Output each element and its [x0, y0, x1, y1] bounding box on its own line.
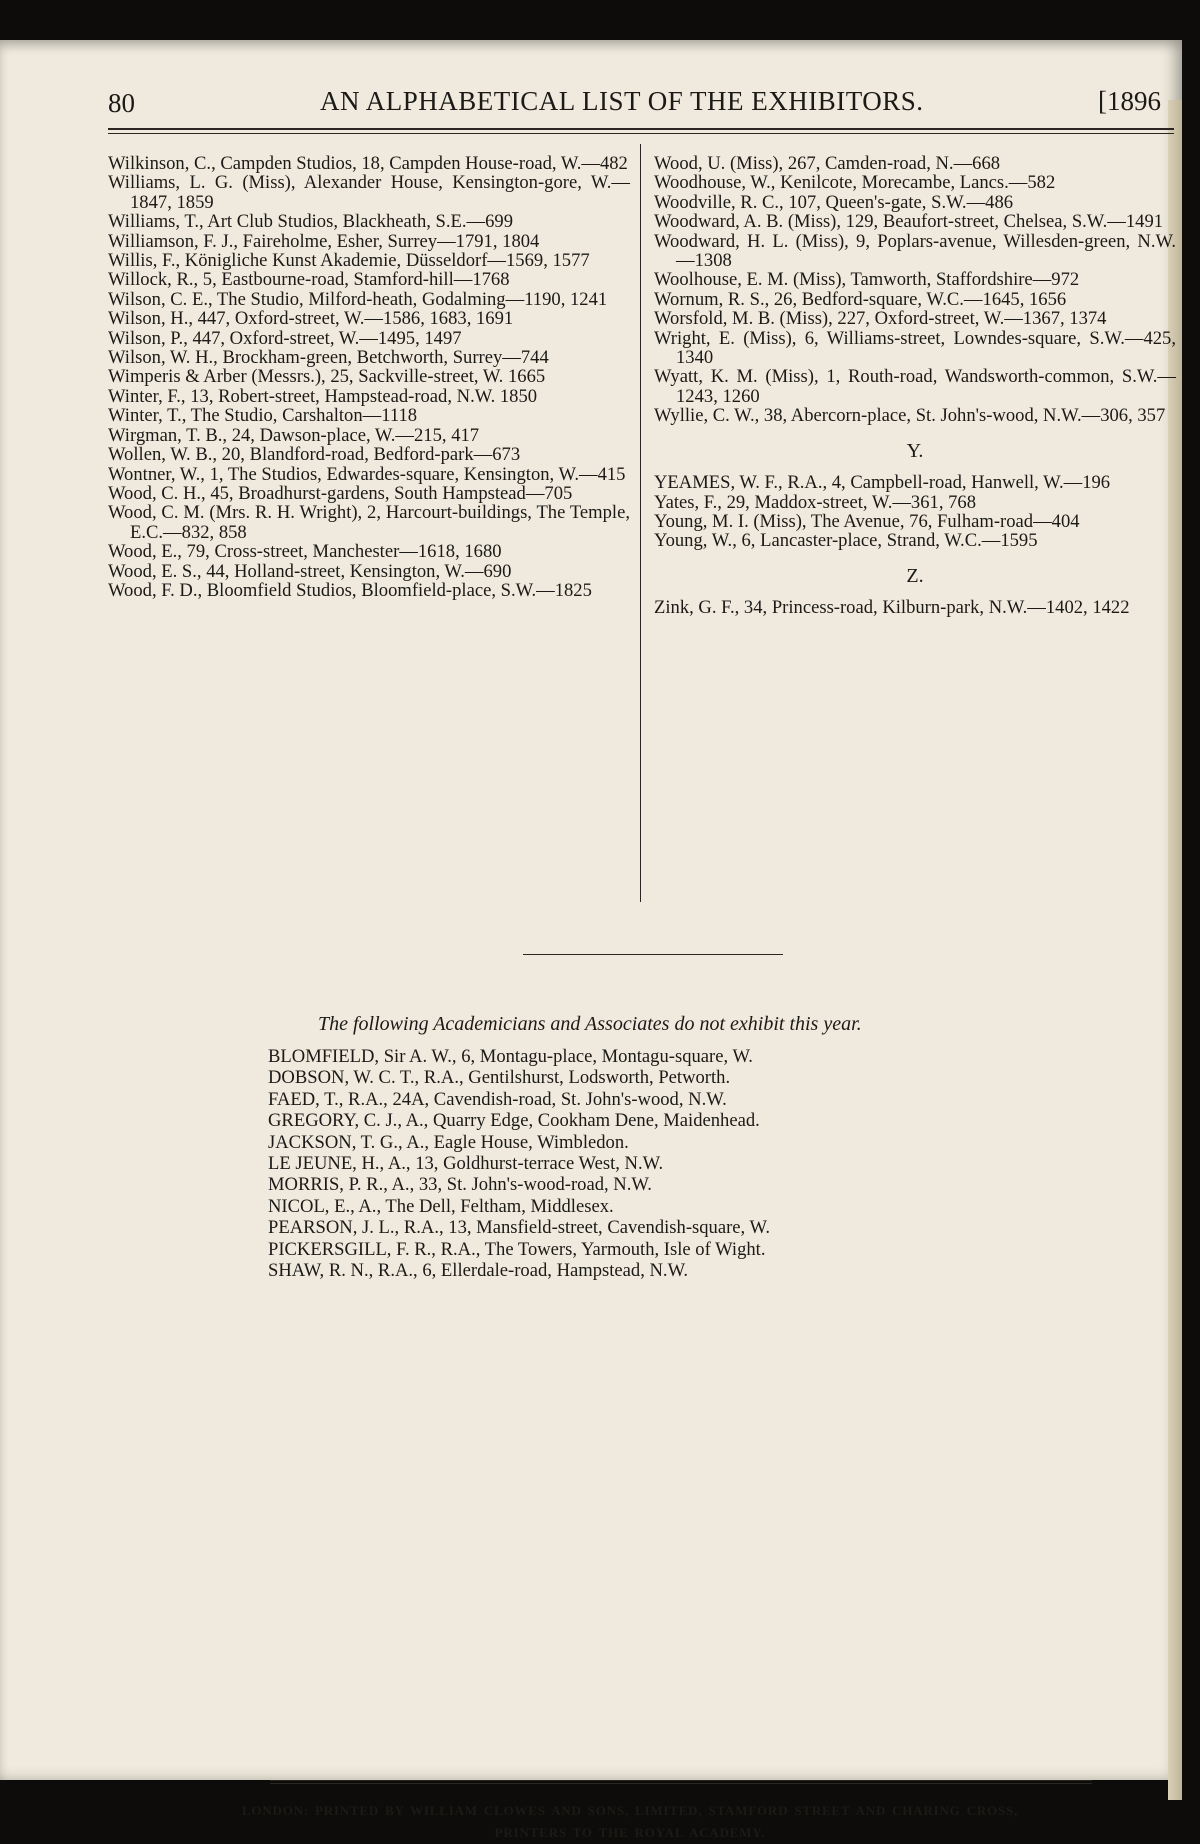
list-item: Wright, E. (Miss), 6, Williams-street, Lowndes-square, S.W.—425, 1340 — [654, 327, 1176, 369]
list-item: Wimperis & Arber (Messrs.), 25, Sackville-street, W. 1665 — [108, 366, 546, 388]
z-entries — [654, 598, 1176, 617]
list-item: Young, M. I. (Miss), The Avenue, 76, Fulham-road—404 — [654, 510, 1080, 532]
list-item: Worsfold, M. B. (Miss), 227, Oxford-street, W.—1367, 1374 — [654, 308, 1107, 330]
academician-entry: BLOMFIELD, Sir A. W., 6, Montagu-place, Montagu-square, W. — [268, 1046, 753, 1067]
list-item: Wilson, H., 447, Oxford-street, W.—1586, 1683, 1691 — [108, 308, 514, 330]
academician-entry: PICKERSGILL, F. R., R.A., The Towers, Yarmouth, Isle of Wight. — [268, 1238, 766, 1260]
section-rule — [523, 954, 783, 955]
list-item: Williamson, F. J., Faireholme, Esher, Surrey—1791, 1804 — [108, 230, 540, 252]
page-number: 80 — [108, 88, 135, 118]
academician-entry: PEARSON, J. L., R.A., 13, Mansfield-street, Cavendish-square, W. — [268, 1217, 770, 1239]
list-item: Wood, C. H., 45, Broadhurst-gardens, South Hampstead—705 — [108, 482, 573, 504]
section-heading-y: Y. — [906, 439, 924, 462]
list-item: Wilson, W. H., Brockham-green, Betchworth, Surrey—744 — [108, 347, 549, 369]
page-year: [1896 — [1098, 86, 1161, 116]
list-item: Wilkinson, C., Campden Studios, 18, Campden House-road, W.—482 — [108, 153, 628, 174]
list-item: Wood, E., 79, Cross-street, Manchester—1618, 1680 — [108, 541, 502, 563]
imprint-line-2: PRINTERS TO THE ROYAL ACADEMY. — [494, 1825, 766, 1840]
list-item: Zink, G. F., 34, Princess-road, Kilburn-park, N.W.—1402, 1422 — [654, 597, 1130, 619]
list-item: Willis, F., Königliche Kunst Akademie, Düsseldorf—1569, 1577 — [108, 250, 590, 272]
academician-entry: FAED, T., R.A., 24A, Cavendish-road, St. John's-wood, N.W. — [268, 1088, 727, 1110]
list-item: Woolhouse, E. M. (Miss), Tamworth, Staffordshire—972 — [654, 269, 1080, 291]
list-item: Wilson, P., 447, Oxford-street, W.—1495, 1497 — [108, 327, 462, 349]
imprint-line-1: LONDON: PRINTED BY WILLIAM CLOWES AND SONS, LIMITED, STAMFORD STREET AND CHARING CROSS, — [241, 1803, 1019, 1818]
list-item: Woodhouse, W., Kenilcote, Morecambe, Lancs.—582 — [654, 172, 1056, 194]
printer-imprint — [160, 1800, 1100, 1844]
list-item: Winter, F., 13, Robert-street, Hampstead-road, N.W. 1850 — [108, 385, 538, 407]
list-item: Wollen, W. B., 20, Blandford-road, Bedford-park—673 — [108, 444, 521, 466]
list-item: Woodward, A. B. (Miss), 129, Beaufort-street, Chelsea, S.W.—1491 — [654, 211, 1164, 233]
w-entries — [654, 154, 1176, 426]
list-item: Wyatt, K. M. (Miss), 1, Routh-road, Wandsworth-common, S.W.—1243, 1260 — [654, 366, 1176, 407]
list-item: YEAMES, W. F., R.A., 4, Campbell-road, Hanwell, W.—196 — [654, 472, 1111, 494]
list-item: Yates, F., 29, Maddox-street, W.—361, 768 — [654, 491, 977, 513]
book-page — [0, 40, 1182, 1840]
list-item: Williams, T., Art Club Studios, Blackheath, S.E.—699 — [108, 211, 514, 233]
left-column — [108, 154, 630, 600]
list-item: Wood, U. (Miss), 267, Camden-road, N.—668 — [654, 153, 1001, 174]
list-item: Wilson, C. E., The Studio, Milford-heath, Godalming—1190, 1241 — [108, 288, 608, 310]
list-item: Wood, C. M. (Mrs. R. H. Wright), 2, Harcourt-buildings, The Temple, E.C.—832, 858 — [108, 502, 630, 543]
header-rule — [108, 128, 1174, 130]
academician-entry: MORRIS, P. R., A., 33, St. John's-wood-road, N.W. — [268, 1174, 652, 1196]
list-item: Wornum, R. S., 26, Bedford-square, W.C.—1645, 1656 — [654, 288, 1067, 310]
list-item: Wyllie, C. W., 38, Abercorn-place, St. John's-wood, N.W.—306, 357 — [654, 405, 1166, 427]
list-item: Wood, F. D., Bloomfield Studios, Bloomfield-place, S.W.—1825 — [108, 579, 592, 601]
academicians-list — [268, 1046, 1148, 1281]
section-heading-z: Z. — [906, 564, 924, 587]
list-item: Williams, L. G. (Miss), Alexander House, Kensington-gore, W.—1847, 1859 — [108, 172, 630, 213]
academician-entry: SHAW, R. N., R.A., 6, Ellerdale-road, Hampstead, N.W. — [268, 1260, 689, 1282]
list-item: Young, W., 6, Lancaster-place, Strand, W.C.—1595 — [654, 530, 1038, 552]
academician-entry: JACKSON, T. G., A., Eagle House, Wimbledon. — [268, 1131, 629, 1153]
list-item: Wood, E. S., 44, Holland-street, Kensington, W.—690 — [108, 560, 512, 582]
list-item: Woodville, R. C., 107, Queen's-gate, S.W.—486 — [654, 191, 1014, 213]
footer-rule — [270, 1780, 1092, 1786]
academician-entry: DOBSON, W. C. T., R.A., Gentilshurst, Lodsworth, Petworth. — [268, 1067, 731, 1089]
list-item: Wontner, W., 1, The Studios, Edwardes-square, Kensington, W.—415 — [108, 463, 626, 485]
list-item: Woodward, H. L. (Miss), 9, Poplars-avenue, Willesden-green, N.W.—1308 — [654, 230, 1176, 272]
right-column — [654, 154, 1176, 618]
list-item: Willock, R., 5, Eastbourne-road, Stamford-hill—1768 — [108, 269, 510, 291]
y-entries — [654, 473, 1176, 551]
note-heading: The following Academicians and Associates do not exhibit this year. — [318, 1013, 862, 1035]
list-item: Wirgman, T. B., 24, Dawson-place, W.—215, 417 — [108, 424, 480, 446]
academician-entry: LE JEUNE, H., A., 13, Goldhurst-terrace West, N.W. — [268, 1153, 664, 1175]
list-item: Winter, T., The Studio, Carshalton—1118 — [108, 405, 418, 427]
page-title: AN ALPHABETICAL LIST OF THE EXHIBITORS. — [320, 86, 924, 116]
header-rule-thin — [108, 133, 1174, 134]
academician-entry: GREGORY, C. J., A., Quarry Edge, Cookham Dene, Maidenhead. — [268, 1110, 760, 1132]
column-divider — [640, 144, 641, 902]
academician-entry: NICOL, E., A., The Dell, Feltham, Middlesex. — [268, 1195, 614, 1217]
